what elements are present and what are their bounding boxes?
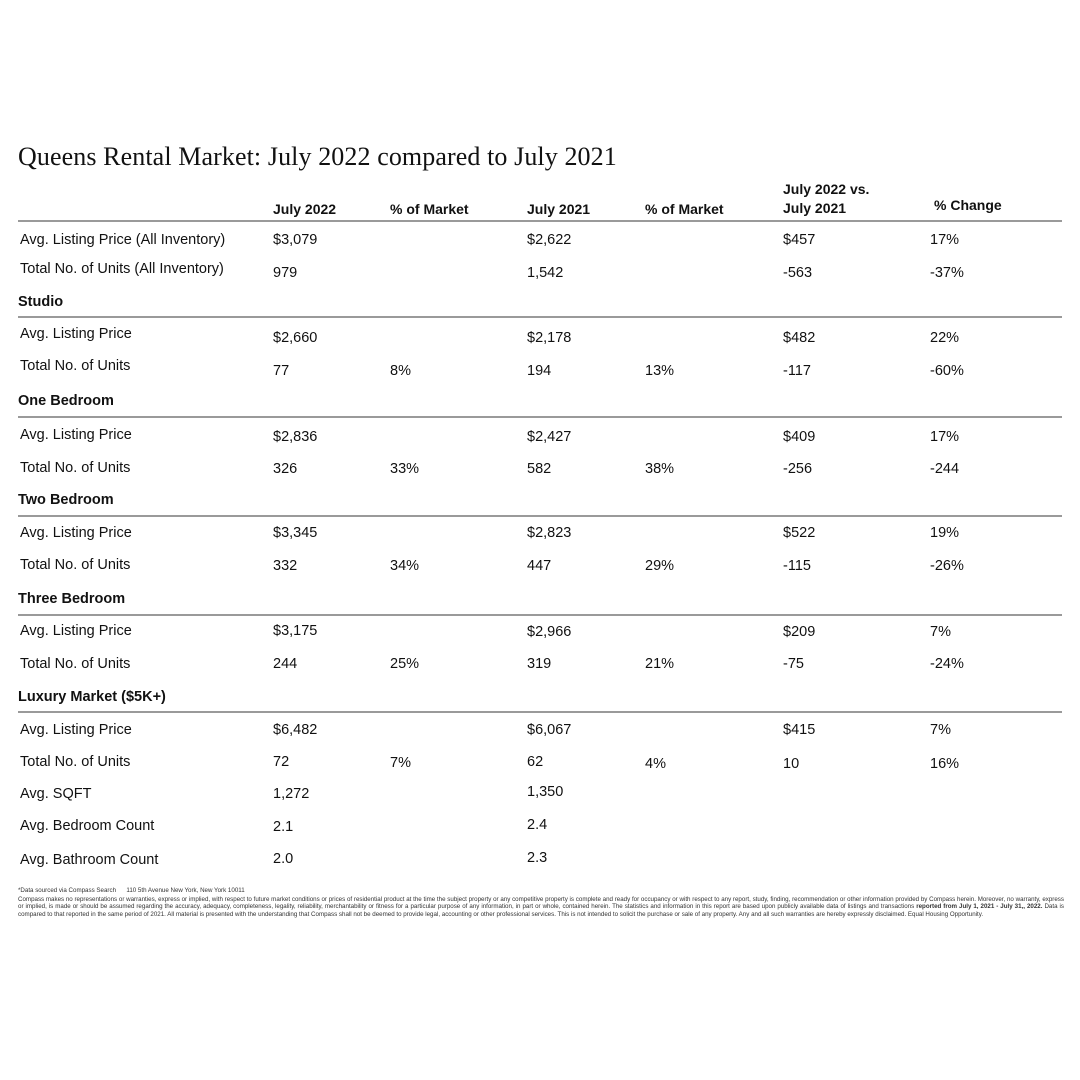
value-july-2021: 194 [527, 363, 552, 379]
value-july-2022: $6,482 [273, 722, 318, 738]
value-difference: $482 [783, 330, 816, 346]
row-label: Avg. Listing Price [20, 525, 132, 541]
row-label: Total No. of Units [20, 754, 131, 770]
row-label: Avg. Bathroom Count [20, 852, 159, 868]
disclaimer-text-b: Data is compared to that reported in the same period of 2021. All material is presented with the understanding that Compass shall not be deemed to provide legal, accounting or other professional services. This is not intended to solicit the purchase or sale of any property. Any and all such warranties are hereby expressly disclaimed. Equal Housing Opportunity. [18, 903, 1064, 918]
value-july-2022: 2.1 [273, 819, 294, 835]
section-rule [18, 711, 1062, 713]
value-difference: -563 [783, 265, 813, 281]
value-difference: -117 [783, 363, 811, 379]
row-label: Total No. of Units [20, 358, 131, 374]
value-pct-change: -37% [930, 265, 964, 281]
value-pct-market-2021: 21% [645, 656, 675, 672]
value-july-2022: 77 [273, 363, 290, 379]
value-difference: -75 [783, 656, 804, 672]
value-pct-market-2022: 7% [390, 755, 411, 771]
value-july-2021: 62 [527, 754, 544, 770]
value-difference: -115 [783, 558, 811, 574]
value-july-2022: $3,079 [273, 232, 318, 248]
section-heading-two-bedroom: Two Bedroom [18, 492, 114, 508]
value-july-2021: $2,966 [527, 624, 572, 640]
value-pct-change: -244 [930, 461, 960, 477]
value-difference: $209 [783, 624, 816, 640]
section-heading-three-bedroom: Three Bedroom [18, 591, 126, 607]
section-rule [18, 614, 1062, 616]
value-difference: $415 [783, 722, 816, 738]
value-july-2021: $2,178 [527, 330, 572, 346]
row-label: Total No. of Units [20, 656, 131, 672]
row-label: Total No. of Units (All Inventory) [20, 261, 224, 277]
value-pct-change: 7% [930, 624, 951, 640]
value-difference: $522 [783, 525, 816, 541]
value-difference: $409 [783, 429, 816, 445]
row-label: Total No. of Units [20, 460, 131, 476]
section-rule [18, 316, 1062, 318]
value-difference: $457 [783, 232, 816, 248]
value-july-2021: 1,542 [527, 265, 564, 281]
value-july-2022: 332 [273, 558, 298, 574]
value-july-2021: 1,350 [527, 784, 564, 800]
header-pct-change: % Change [934, 197, 1002, 213]
value-july-2022: 979 [273, 265, 298, 281]
footnote-source-line [18, 887, 1064, 895]
value-july-2022: 244 [273, 656, 298, 672]
value-july-2022: 2.0 [273, 851, 294, 867]
row-label: Avg. Listing Price [20, 427, 132, 443]
value-pct-market-2022: 33% [390, 461, 420, 477]
row-label: Avg. SQFT [20, 786, 92, 802]
value-pct-change: 17% [930, 232, 960, 248]
value-pct-market-2022: 34% [390, 558, 420, 574]
footnote-disclaimer [18, 887, 1064, 918]
header-rule [18, 220, 1062, 222]
header-pct-market-2022: % of Market [390, 201, 469, 217]
row-label: Avg. Bedroom Count [20, 818, 155, 834]
value-pct-change: 19% [930, 525, 960, 541]
header-vs-line1: July 2022 vs. [783, 181, 870, 197]
value-pct-market-2021: 13% [645, 363, 675, 379]
value-pct-market-2021: 29% [645, 558, 675, 574]
page-title: Queens Rental Market: July 2022 compared to July 2021 [18, 142, 617, 171]
section-rule [18, 515, 1062, 517]
value-july-2021: 2.3 [527, 850, 548, 866]
value-pct-change: 16% [930, 756, 960, 772]
value-pct-change: 7% [930, 722, 951, 738]
header-july-2022: July 2022 [273, 201, 337, 217]
value-pct-change: -26% [930, 558, 964, 574]
row-label: Avg. Listing Price [20, 623, 132, 639]
header-july-2021: July 2021 [527, 201, 591, 217]
value-july-2022: 1,272 [273, 786, 310, 802]
value-pct-change: -60% [930, 363, 964, 379]
row-label: Avg. Listing Price [20, 722, 132, 738]
value-july-2021: 319 [527, 656, 552, 672]
value-july-2022: 326 [273, 461, 298, 477]
value-pct-market-2022: 8% [390, 363, 411, 379]
value-july-2022: $2,660 [273, 330, 318, 346]
section-rule [18, 416, 1062, 418]
value-difference: -256 [783, 461, 813, 477]
value-july-2021: $2,427 [527, 429, 572, 445]
section-heading-studio: Studio [18, 294, 64, 310]
value-pct-change: 22% [930, 330, 960, 346]
value-pct-market-2022: 25% [390, 656, 420, 672]
footnote-address: 110 5th Avenue New York, New York 10011 [126, 887, 245, 894]
row-label: Avg. Listing Price (All Inventory) [20, 232, 226, 248]
disclaimer-text-a: Compass makes no representations or warranties, express or implied, with respect to future market conditions or prices of residential product at the time the subject property or any competitive property is complete and ready for occupancy or with respect to any report, study, finding, recommendation or other information provided by Compass herein. Moreover, no warranty, express or implied, is made or should be assumed regarding the accuracy, adequacy, completeness, legality, reliability, merchantability or fitness for a particular purpose of any information, in part or whole, contained herein. The statistics and information in this report are based upon publicly available data of listings and transactions [18, 895, 1064, 911]
row-label: Avg. Listing Price [20, 326, 132, 342]
value-pct-change: 17% [930, 429, 960, 445]
value-july-2021: 582 [527, 461, 552, 477]
row-label: Total No. of Units [20, 557, 131, 573]
value-july-2021: $2,823 [527, 525, 572, 541]
value-july-2022: $2,836 [273, 429, 318, 445]
value-july-2021: 447 [527, 558, 552, 574]
value-july-2021: $6,067 [527, 722, 572, 738]
disclaimer-date-range: reported from July 1, 2021 - July 31,, 2022. [916, 903, 1043, 911]
value-july-2022: $3,345 [273, 525, 318, 541]
header-pct-market-2021: % of Market [645, 201, 724, 217]
header-vs-line2: July 2021 [783, 200, 847, 216]
value-pct-market-2021: 4% [645, 756, 666, 772]
value-pct-market-2021: 38% [645, 461, 675, 477]
value-july-2022: 72 [273, 754, 290, 770]
value-july-2021: 2.4 [527, 817, 548, 833]
section-heading-luxury-market: Luxury Market ($5K+) [18, 689, 166, 705]
value-difference: 10 [783, 756, 800, 772]
value-july-2022: $3,175 [273, 623, 318, 639]
value-july-2021: $2,622 [527, 232, 572, 248]
value-pct-change: -24% [930, 656, 964, 672]
section-heading-one-bedroom: One Bedroom [18, 393, 114, 409]
footnote-source: *Data sourced via Compass Search [18, 887, 117, 894]
